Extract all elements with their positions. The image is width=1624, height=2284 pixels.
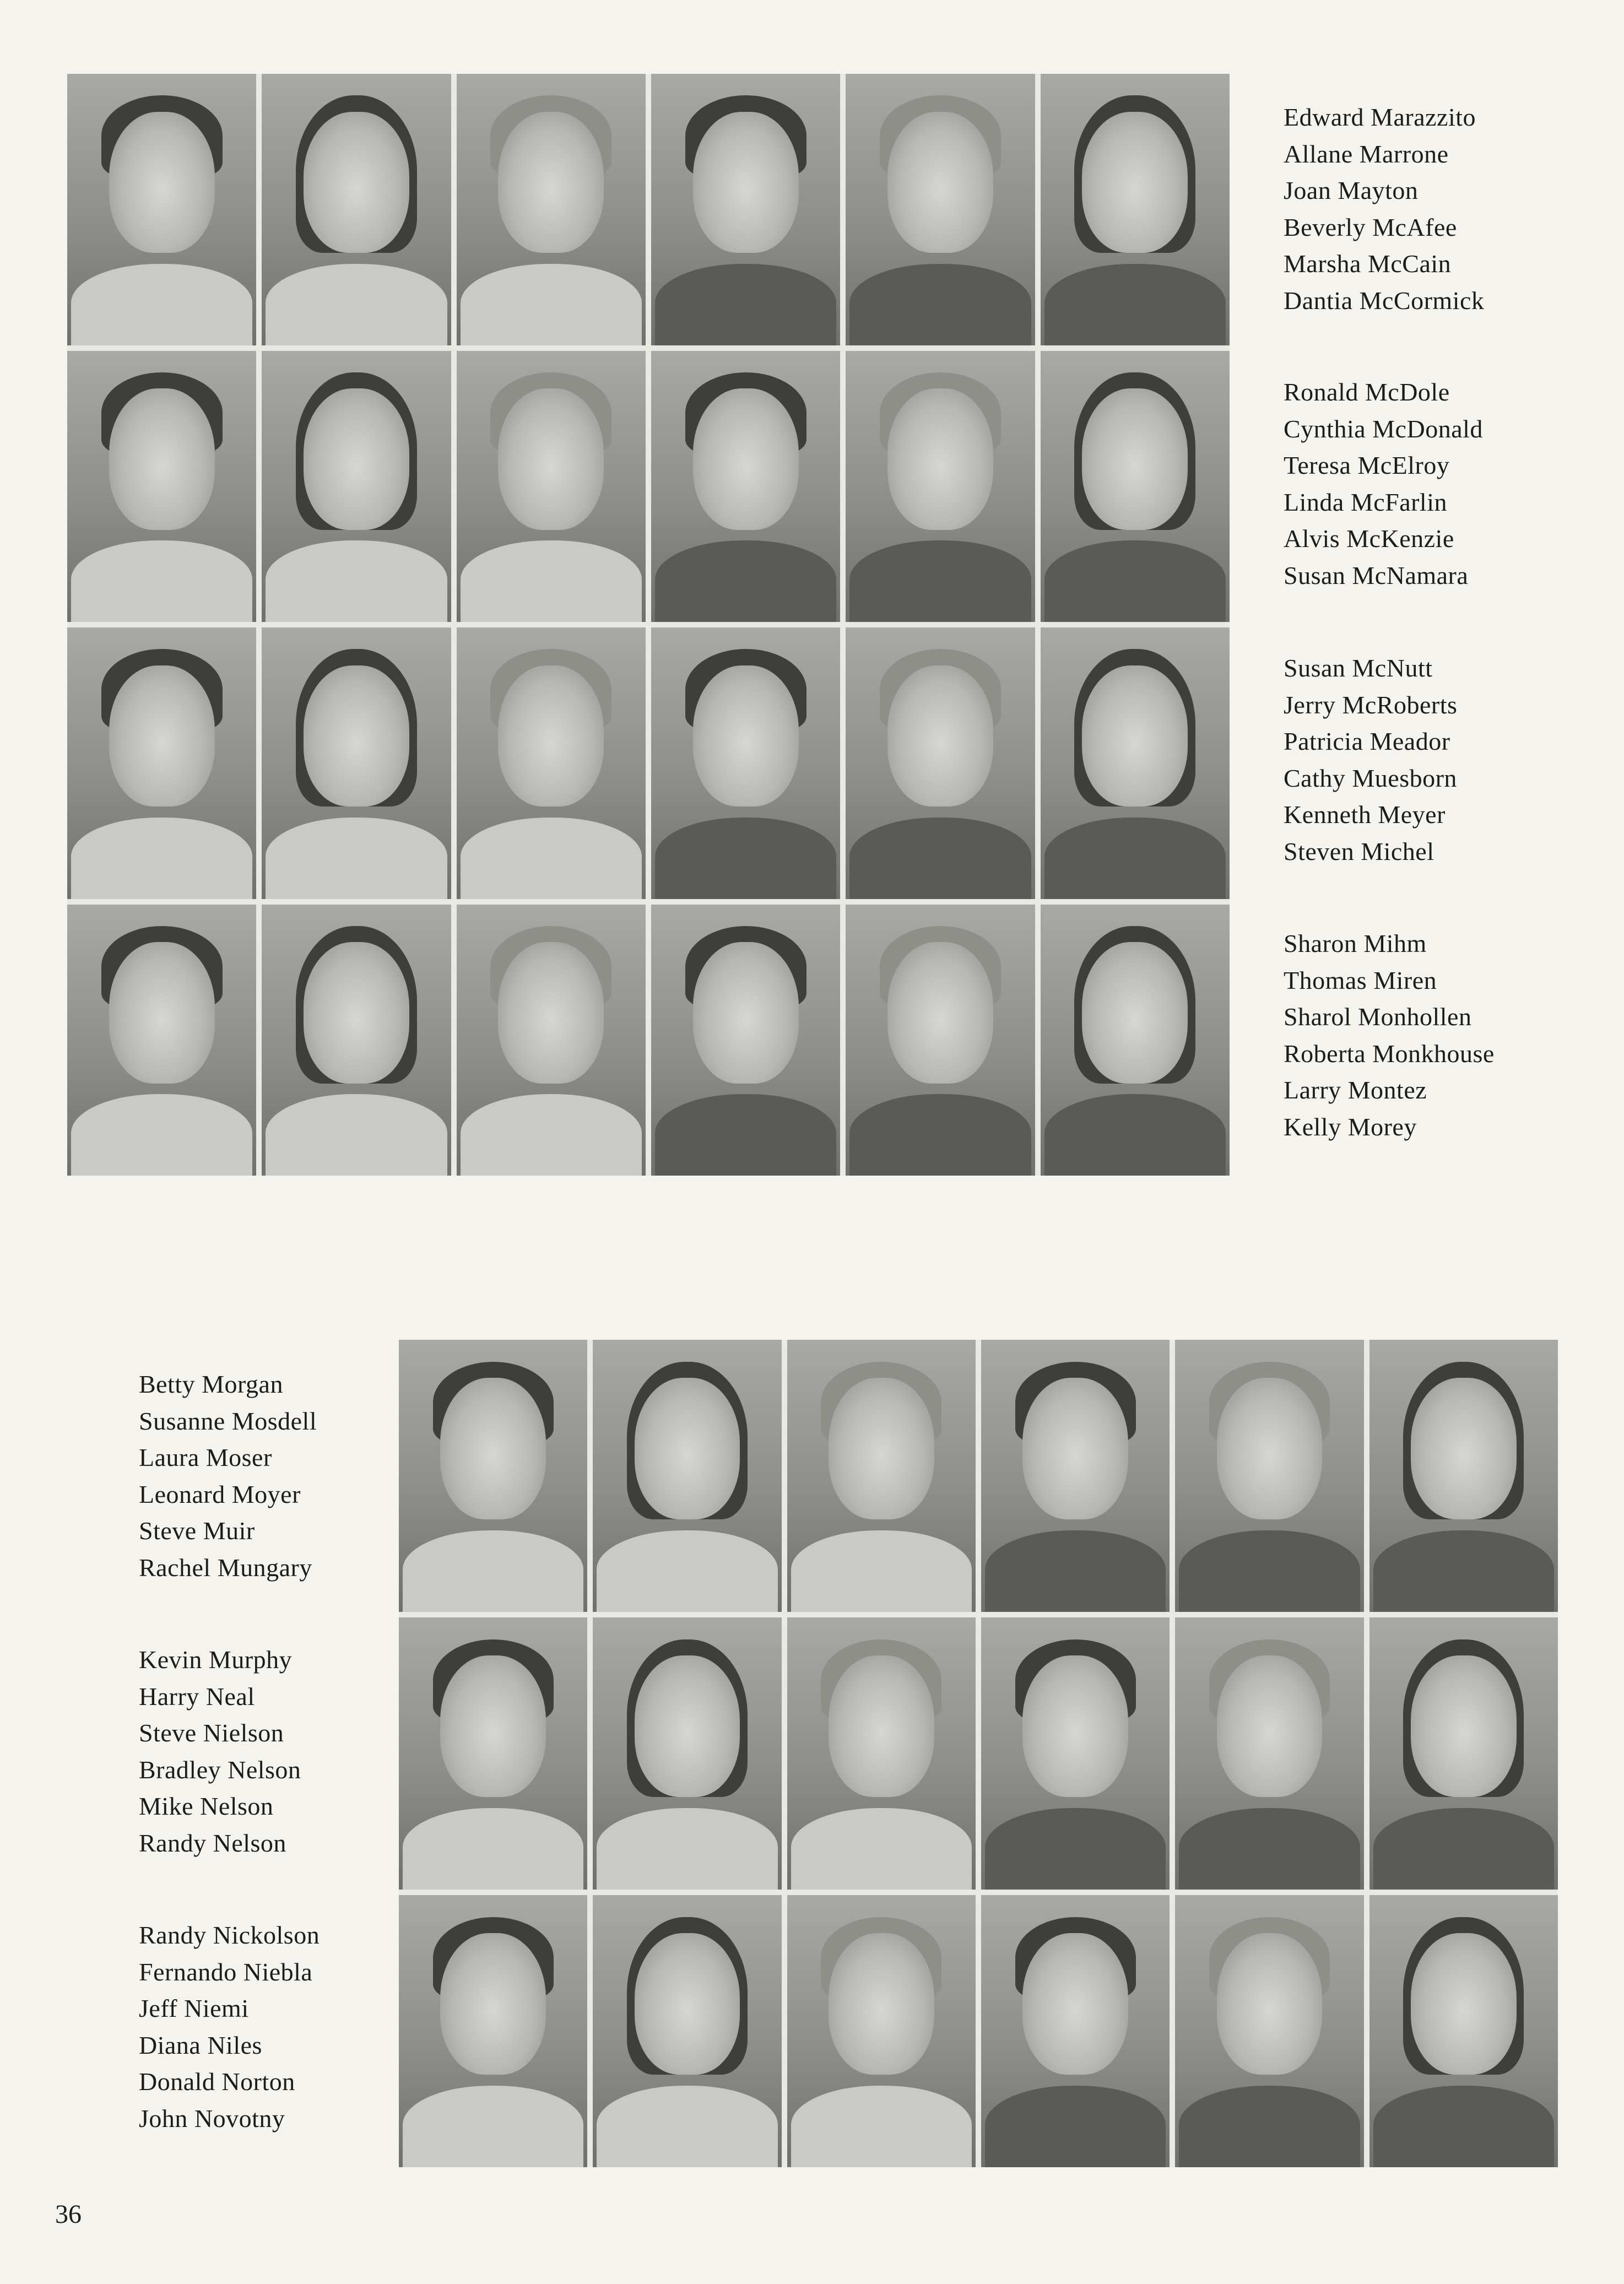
student-portrait [457,627,646,899]
portrait-head [440,1378,546,1519]
portrait-shoulders [461,540,642,622]
portrait-head [829,1655,934,1797]
student-portrait [846,74,1035,345]
student-portrait [399,1895,587,2167]
student-portrait [262,905,451,1176]
portrait-shoulders [1179,2086,1360,2167]
student-portrait [1041,905,1230,1176]
portrait-shoulders [266,264,447,345]
portrait-shoulders [1044,818,1226,899]
student-name: Susanne Mosdell [139,1406,317,1435]
student-name: Harry Neal [139,1682,255,1711]
portrait-head [1022,1655,1128,1797]
student-name: Thomas Miren [1284,966,1437,994]
student-portrait [787,1895,976,2167]
portrait-shoulders [791,2086,972,2167]
student-name: Jerry McRoberts [1284,690,1458,719]
portrait-head [887,942,993,1083]
student-name: Edward Marazzito [1284,103,1476,131]
student-portrait [457,905,646,1176]
student-portrait [457,351,646,623]
portrait-shoulders [1179,1530,1360,1612]
student-portrait [262,627,451,899]
portrait-shoulders [1044,540,1226,622]
student-portrait [593,1340,781,1612]
top-names-column [1284,99,1495,1145]
student-portrait [67,627,256,899]
portrait-shoulders [849,264,1031,345]
student-portrait [981,1895,1170,2167]
portrait-head [1411,1378,1517,1519]
portrait-shoulders [461,1094,642,1176]
student-portrait [651,74,840,345]
name-group [1284,925,1495,1145]
portrait-shoulders [266,1094,447,1176]
portrait-head [635,1933,740,2075]
portrait-head [109,665,215,807]
student-name: Larry Montez [1284,1076,1427,1104]
portrait-head [109,388,215,529]
student-portrait [1041,74,1230,345]
portrait-head [1217,1655,1323,1797]
portrait-head [440,1933,546,2075]
student-name: Susan McNutt [1284,654,1433,682]
student-portrait [846,627,1035,899]
student-portrait [787,1340,976,1612]
portrait-head [1082,112,1188,253]
student-name: Mike Nelson [139,1792,274,1820]
student-name: Fernando Niebla [139,1957,313,1986]
student-name: Diana Niles [139,2031,262,2059]
name-group [139,1917,320,2137]
portrait-head [635,1655,740,1797]
student-name: Jeff Niemi [139,1994,249,2022]
portrait-head [1022,1378,1128,1519]
portrait-head [440,1655,546,1797]
student-name: Allane Marrone [1284,139,1449,168]
student-portrait [67,351,256,623]
student-name: Randy Nelson [139,1828,286,1857]
portrait-shoulders [403,1808,584,1890]
student-name: Betty Morgan [139,1370,283,1398]
student-name: Marsha McCain [1284,250,1452,278]
student-portrait [1369,1340,1558,1612]
student-portrait [651,905,840,1176]
portrait-shoulders [597,1530,778,1612]
student-name: Linda McFarlin [1284,488,1447,516]
portrait-shoulders [791,1530,972,1612]
student-portrait [593,1895,781,2167]
student-portrait [1369,1895,1558,2167]
portrait-shoulders [1373,1808,1555,1890]
portrait-shoulders [655,818,837,899]
name-group [139,1642,320,1917]
name-group [1284,374,1495,650]
portrait-head [887,388,993,529]
student-name: Laura Moser [139,1443,272,1471]
portrait-head [635,1378,740,1519]
portrait-head [304,112,409,253]
portrait-shoulders [849,540,1031,622]
student-name: Joan Mayton [1284,176,1419,204]
portrait-head [1217,1933,1323,2075]
student-name: Kelly Morey [1284,1112,1417,1141]
portrait-head [887,665,993,807]
student-name: Dantia McCormick [1284,286,1485,315]
student-portrait [1175,1895,1363,2167]
student-name: Patricia Meador [1284,727,1450,755]
portrait-shoulders [597,1808,778,1890]
student-name: Randy Nickolson [139,1921,320,1949]
portrait-head [304,665,409,807]
portrait-shoulders [985,1808,1166,1890]
portrait-shoulders [985,2086,1166,2167]
student-portrait [846,351,1035,623]
student-name: Leonard Moyer [139,1480,301,1508]
student-portrait [1041,627,1230,899]
student-name: Rachel Mungary [139,1553,312,1582]
student-name: Teresa McElroy [1284,451,1450,479]
portrait-head [498,388,604,529]
student-portrait [399,1617,587,1890]
portrait-head [693,112,799,253]
portrait-head [1022,1933,1128,2075]
portrait-head [498,112,604,253]
student-portrait [262,74,451,345]
student-portrait [67,905,256,1176]
student-portrait [457,74,646,345]
student-portrait [651,351,840,623]
portrait-shoulders [266,818,447,899]
portrait-shoulders [849,1094,1031,1176]
portrait-shoulders [1373,2086,1555,2167]
portrait-shoulders [655,540,837,622]
student-portrait [787,1617,976,1890]
portrait-shoulders [1044,264,1226,345]
portrait-head [887,112,993,253]
portrait-head [109,942,215,1083]
student-name: Alvis McKenzie [1284,524,1454,553]
name-group [139,1366,320,1642]
student-portrait [1175,1340,1363,1612]
page-number: 36 [55,2200,82,2229]
student-portrait [399,1340,587,1612]
portrait-shoulders [403,2086,584,2167]
portrait-head [693,388,799,529]
portrait-shoulders [1373,1530,1555,1612]
student-name: Steven Michel [1284,837,1434,865]
student-portrait [1175,1617,1363,1890]
name-group [1284,650,1495,925]
student-name: Kenneth Meyer [1284,800,1446,829]
portrait-head [829,1378,934,1519]
student-portrait [981,1340,1170,1612]
student-portrait [262,351,451,623]
portrait-head [304,388,409,529]
student-portrait [67,74,256,345]
name-group [1284,99,1495,374]
portrait-head [829,1933,934,2075]
student-name: Cathy Muesborn [1284,764,1457,792]
portrait-head [1082,942,1188,1083]
student-portrait [651,627,840,899]
portrait-shoulders [655,264,837,345]
portrait-head [304,942,409,1083]
portrait-head [109,112,215,253]
student-name: Kevin Murphy [139,1646,293,1674]
student-name: Sharon Mihm [1284,929,1427,957]
portrait-head [498,942,604,1083]
portrait-shoulders [461,264,642,345]
portrait-shoulders [71,540,253,622]
portrait-shoulders [461,818,642,899]
portrait-shoulders [266,540,447,622]
top-photo-grid [67,74,1230,1176]
bottom-photo-grid [399,1340,1558,2167]
bottom-names-column [139,1366,320,2137]
student-name: Steve Nielson [139,1719,284,1747]
student-name: Beverly McAfee [1284,213,1457,241]
student-name: Sharol Monhollen [1284,1003,1472,1031]
student-portrait [846,905,1035,1176]
portrait-head [1411,1933,1517,2075]
student-name: Donald Norton [139,2067,295,2096]
portrait-head [1411,1655,1517,1797]
student-portrait [593,1617,781,1890]
portrait-shoulders [597,2086,778,2167]
portrait-head [1082,665,1188,807]
portrait-shoulders [985,1530,1166,1612]
student-name: Bradley Nelson [139,1755,301,1784]
student-name: Susan McNamara [1284,561,1469,589]
student-name: Cynthia McDonald [1284,414,1483,443]
portrait-head [498,665,604,807]
portrait-shoulders [791,1808,972,1890]
portrait-shoulders [71,818,253,899]
portrait-shoulders [403,1530,584,1612]
student-name: Steve Muir [139,1517,255,1545]
student-name: John Novotny [139,2104,285,2133]
student-portrait [1041,351,1230,623]
portrait-shoulders [71,1094,253,1176]
portrait-head [693,665,799,807]
student-name: Ronald McDole [1284,378,1450,406]
portrait-shoulders [849,818,1031,899]
portrait-shoulders [71,264,253,345]
portrait-shoulders [1179,1808,1360,1890]
portrait-head [693,942,799,1083]
student-name: Roberta Monkhouse [1284,1039,1495,1068]
portrait-head [1217,1378,1323,1519]
portrait-head [1082,388,1188,529]
student-portrait [981,1617,1170,1890]
portrait-shoulders [655,1094,837,1176]
student-portrait [1369,1617,1558,1890]
portrait-shoulders [1044,1094,1226,1176]
